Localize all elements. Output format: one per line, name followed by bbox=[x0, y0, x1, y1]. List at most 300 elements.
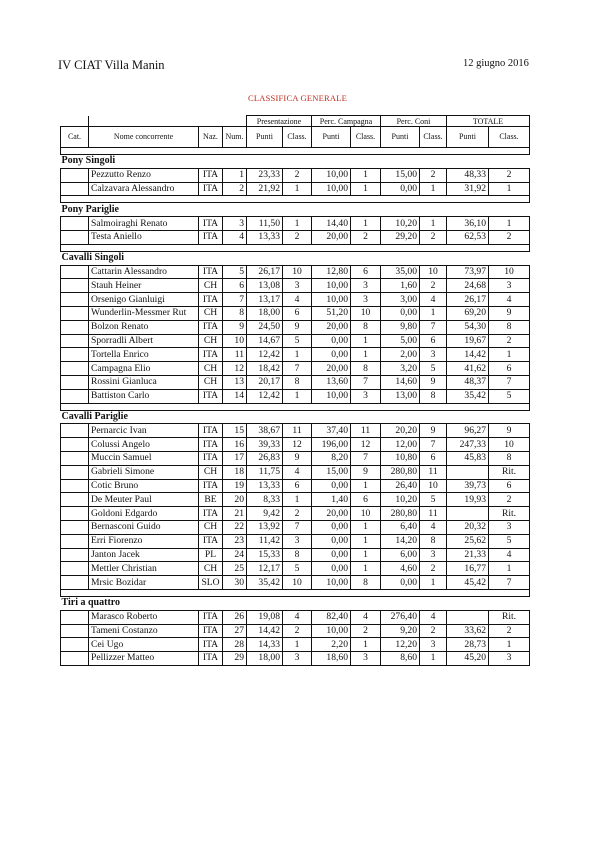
table-row bbox=[61, 451, 530, 465]
nationality: ITA bbox=[199, 217, 223, 231]
competitor-name: Mrsic Bozidar bbox=[89, 576, 199, 590]
header-naz: Naz. bbox=[199, 127, 223, 148]
totale-class: 10 bbox=[489, 265, 530, 279]
nationality: CH bbox=[199, 279, 223, 293]
campagna-class: 1 bbox=[351, 182, 381, 196]
presentazione-class: 5 bbox=[283, 562, 312, 576]
category-cell bbox=[61, 279, 89, 293]
competitor-number: 26 bbox=[223, 610, 247, 624]
presentazione-punti: 24,50 bbox=[247, 320, 283, 334]
header-class: Class. bbox=[283, 127, 312, 148]
totale-punti bbox=[447, 465, 489, 479]
table-row bbox=[61, 348, 530, 362]
coni-class: 3 bbox=[420, 548, 447, 562]
totale-punti: 21,33 bbox=[447, 548, 489, 562]
totale-punti: 54,30 bbox=[447, 320, 489, 334]
presentazione-class: 9 bbox=[283, 320, 312, 334]
nationality: ITA bbox=[199, 424, 223, 438]
coni-class: 1 bbox=[420, 217, 447, 231]
presentazione-class: 10 bbox=[283, 265, 312, 279]
campagna-class: 7 bbox=[351, 451, 381, 465]
nationality: ITA bbox=[199, 438, 223, 452]
presentazione-punti: 38,67 bbox=[247, 424, 283, 438]
campagna-class: 11 bbox=[351, 424, 381, 438]
presentazione-punti: 20,17 bbox=[247, 375, 283, 389]
category-cell bbox=[61, 548, 89, 562]
campagna-punti: 82,40 bbox=[312, 610, 351, 624]
totale-punti: 48,33 bbox=[447, 168, 489, 182]
category-cell bbox=[61, 562, 89, 576]
category-cell bbox=[61, 479, 89, 493]
totale-class: 3 bbox=[489, 652, 530, 666]
competitor-number: 29 bbox=[223, 652, 247, 666]
results-body bbox=[61, 148, 530, 666]
nationality: ITA bbox=[199, 624, 223, 638]
campagna-class: 8 bbox=[351, 320, 381, 334]
nationality: ITA bbox=[199, 610, 223, 624]
coni-punti: 0,00 bbox=[381, 306, 420, 320]
totale-class: 1 bbox=[489, 562, 530, 576]
competitor-number: 30 bbox=[223, 576, 247, 590]
presentazione-class: 4 bbox=[283, 293, 312, 307]
campagna-class: 4 bbox=[351, 610, 381, 624]
presentazione-class: 2 bbox=[283, 168, 312, 182]
presentazione-punti: 26,17 bbox=[247, 265, 283, 279]
competitor-name: Wunderlin-Messmer Rut bbox=[89, 306, 199, 320]
category-cell bbox=[61, 230, 89, 244]
competitor-number: 8 bbox=[223, 306, 247, 320]
header-column-row bbox=[61, 127, 530, 148]
nationality: ITA bbox=[199, 507, 223, 521]
campagna-class: 1 bbox=[351, 479, 381, 493]
totale-punti: 41,62 bbox=[447, 362, 489, 376]
presentazione-class: 1 bbox=[283, 493, 312, 507]
presentazione-class: 1 bbox=[283, 638, 312, 652]
presentazione-punti: 8,33 bbox=[247, 493, 283, 507]
campagna-punti: 0,00 bbox=[312, 534, 351, 548]
competitor-name: Bolzon Renato bbox=[89, 320, 199, 334]
campagna-class: 1 bbox=[351, 217, 381, 231]
totale-punti bbox=[447, 610, 489, 624]
presentazione-punti: 13,08 bbox=[247, 279, 283, 293]
category-cell bbox=[61, 389, 89, 403]
table-row bbox=[61, 279, 530, 293]
table-row bbox=[61, 638, 530, 652]
coni-class: 10 bbox=[420, 265, 447, 279]
totale-class: 4 bbox=[489, 548, 530, 562]
presentazione-class: 10 bbox=[283, 576, 312, 590]
totale-class: 2 bbox=[489, 624, 530, 638]
coni-class: 2 bbox=[420, 168, 447, 182]
category-cell bbox=[61, 576, 89, 590]
campagna-class: 6 bbox=[351, 493, 381, 507]
nationality: ITA bbox=[199, 293, 223, 307]
coni-punti: 2,00 bbox=[381, 348, 420, 362]
competitor-name: Erri Fiorenzo bbox=[89, 534, 199, 548]
coni-punti: 12,20 bbox=[381, 638, 420, 652]
coni-class: 7 bbox=[420, 320, 447, 334]
event-date: 12 giugno 2016 bbox=[463, 58, 529, 69]
competitor-number: 21 bbox=[223, 507, 247, 521]
competitor-number: 3 bbox=[223, 217, 247, 231]
table-row bbox=[61, 334, 530, 348]
totale-class: 1 bbox=[489, 182, 530, 196]
presentazione-class: 3 bbox=[283, 534, 312, 548]
presentazione-punti: 14,33 bbox=[247, 638, 283, 652]
competitor-number: 6 bbox=[223, 279, 247, 293]
campagna-class: 1 bbox=[351, 168, 381, 182]
nationality: CH bbox=[199, 465, 223, 479]
competitor-name: De Meuter Paul bbox=[89, 493, 199, 507]
nationality: ITA bbox=[199, 320, 223, 334]
table-row bbox=[61, 548, 530, 562]
competitor-number: 1 bbox=[223, 168, 247, 182]
campagna-class: 1 bbox=[351, 334, 381, 348]
presentazione-punti: 9,42 bbox=[247, 507, 283, 521]
category-name: Cavalli Pariglie bbox=[61, 410, 530, 424]
nationality: ITA bbox=[199, 479, 223, 493]
spacer-cell bbox=[61, 589, 530, 596]
category-spacer bbox=[61, 403, 530, 410]
table-row bbox=[61, 230, 530, 244]
category-cell bbox=[61, 265, 89, 279]
totale-class: 2 bbox=[489, 230, 530, 244]
campagna-punti: 14,40 bbox=[312, 217, 351, 231]
presentazione-punti: 39,33 bbox=[247, 438, 283, 452]
totale-class: Rit. bbox=[489, 610, 530, 624]
totale-punti: 35,42 bbox=[447, 389, 489, 403]
coni-punti: 14,60 bbox=[381, 375, 420, 389]
campagna-punti: 10,00 bbox=[312, 279, 351, 293]
competitor-name: Pellizzer Matteo bbox=[89, 652, 199, 666]
campagna-class: 6 bbox=[351, 265, 381, 279]
category-cell bbox=[61, 320, 89, 334]
header-blank bbox=[199, 116, 223, 127]
category-cell bbox=[61, 493, 89, 507]
competitor-name: Tortella Enrico bbox=[89, 348, 199, 362]
campagna-class: 3 bbox=[351, 293, 381, 307]
totale-class: 6 bbox=[489, 479, 530, 493]
presentazione-class: 4 bbox=[283, 610, 312, 624]
campagna-punti: 20,00 bbox=[312, 362, 351, 376]
presentazione-class: 2 bbox=[283, 507, 312, 521]
competitor-name: Pernarcic Ivan bbox=[89, 424, 199, 438]
coni-class: 2 bbox=[420, 624, 447, 638]
presentazione-class: 4 bbox=[283, 465, 312, 479]
campagna-class: 3 bbox=[351, 279, 381, 293]
competitor-name: Cattarin Alessandro bbox=[89, 265, 199, 279]
coni-punti: 10,80 bbox=[381, 451, 420, 465]
coni-class: 9 bbox=[420, 375, 447, 389]
category-header bbox=[61, 410, 530, 424]
competitor-number: 22 bbox=[223, 520, 247, 534]
nationality: CH bbox=[199, 375, 223, 389]
coni-class: 1 bbox=[420, 182, 447, 196]
totale-punti: 14,42 bbox=[447, 348, 489, 362]
coni-punti: 280,80 bbox=[381, 465, 420, 479]
presentazione-class: 7 bbox=[283, 520, 312, 534]
presentazione-punti: 13,33 bbox=[247, 230, 283, 244]
presentazione-class: 3 bbox=[283, 652, 312, 666]
campagna-class: 7 bbox=[351, 375, 381, 389]
presentazione-punti: 19,08 bbox=[247, 610, 283, 624]
header-cat: Cat. bbox=[61, 127, 89, 148]
competitor-number: 12 bbox=[223, 362, 247, 376]
totale-class: 8 bbox=[489, 451, 530, 465]
table-row bbox=[61, 534, 530, 548]
campagna-punti: 0,00 bbox=[312, 520, 351, 534]
header-totale: TOTALE bbox=[447, 116, 530, 127]
competitor-number: 19 bbox=[223, 479, 247, 493]
campagna-punti: 2,20 bbox=[312, 638, 351, 652]
competitor-number: 11 bbox=[223, 348, 247, 362]
coni-class: 1 bbox=[420, 306, 447, 320]
spacer-cell bbox=[61, 403, 530, 410]
presentazione-class: 11 bbox=[283, 424, 312, 438]
presentazione-punti: 15,33 bbox=[247, 548, 283, 562]
campagna-class: 3 bbox=[351, 389, 381, 403]
table-row bbox=[61, 217, 530, 231]
totale-punti: 19,93 bbox=[447, 493, 489, 507]
competitor-number: 15 bbox=[223, 424, 247, 438]
campagna-class: 1 bbox=[351, 562, 381, 576]
totale-class: 10 bbox=[489, 438, 530, 452]
coni-punti: 14,20 bbox=[381, 534, 420, 548]
coni-class: 4 bbox=[420, 520, 447, 534]
category-cell bbox=[61, 438, 89, 452]
coni-punti: 3,20 bbox=[381, 362, 420, 376]
competitor-number: 17 bbox=[223, 451, 247, 465]
campagna-punti: 0,00 bbox=[312, 348, 351, 362]
campagna-punti: 10,00 bbox=[312, 168, 351, 182]
competitor-name: Gabrieli Simone bbox=[89, 465, 199, 479]
coni-punti: 35,00 bbox=[381, 265, 420, 279]
totale-punti bbox=[447, 507, 489, 521]
category-header bbox=[61, 596, 530, 610]
competitor-number: 5 bbox=[223, 265, 247, 279]
coni-punti: 9,80 bbox=[381, 320, 420, 334]
presentazione-class: 5 bbox=[283, 334, 312, 348]
category-cell bbox=[61, 306, 89, 320]
nationality: CH bbox=[199, 334, 223, 348]
totale-punti: 39,73 bbox=[447, 479, 489, 493]
competitor-name: Campagna Elio bbox=[89, 362, 199, 376]
presentazione-class: 1 bbox=[283, 348, 312, 362]
nationality: CH bbox=[199, 520, 223, 534]
totale-punti: 33,62 bbox=[447, 624, 489, 638]
category-cell bbox=[61, 375, 89, 389]
coni-punti: 6,40 bbox=[381, 520, 420, 534]
campagna-class: 1 bbox=[351, 520, 381, 534]
coni-class: 8 bbox=[420, 389, 447, 403]
totale-punti: 96,27 bbox=[447, 424, 489, 438]
totale-punti: 31,92 bbox=[447, 182, 489, 196]
presentazione-punti: 13,92 bbox=[247, 520, 283, 534]
category-cell bbox=[61, 348, 89, 362]
table-row bbox=[61, 652, 530, 666]
presentazione-class: 3 bbox=[283, 279, 312, 293]
table-row bbox=[61, 320, 530, 334]
campagna-punti: 51,20 bbox=[312, 306, 351, 320]
coni-punti: 1,60 bbox=[381, 279, 420, 293]
competitor-number: 10 bbox=[223, 334, 247, 348]
competitor-name: Pezzutto Renzo bbox=[89, 168, 199, 182]
presentazione-punti: 13,33 bbox=[247, 479, 283, 493]
campagna-class: 3 bbox=[351, 652, 381, 666]
nationality: CH bbox=[199, 362, 223, 376]
table-row bbox=[61, 424, 530, 438]
table-row bbox=[61, 182, 530, 196]
competitor-name: Testa Aniello bbox=[89, 230, 199, 244]
competitor-name: Sporradli Albert bbox=[89, 334, 199, 348]
totale-punti: 45,42 bbox=[447, 576, 489, 590]
totale-class: 3 bbox=[489, 520, 530, 534]
competitor-number: 4 bbox=[223, 230, 247, 244]
competitor-number: 27 bbox=[223, 624, 247, 638]
campagna-punti: 12,80 bbox=[312, 265, 351, 279]
totale-class: 7 bbox=[489, 576, 530, 590]
table-row bbox=[61, 562, 530, 576]
competitor-name: Bernasconi Guido bbox=[89, 520, 199, 534]
presentazione-class: 6 bbox=[283, 306, 312, 320]
table-row bbox=[61, 520, 530, 534]
nationality: ITA bbox=[199, 182, 223, 196]
results-table bbox=[60, 115, 530, 666]
presentazione-class: 8 bbox=[283, 548, 312, 562]
category-cell bbox=[61, 507, 89, 521]
header-presentazione: Presentazione bbox=[247, 116, 312, 127]
totale-class: 2 bbox=[489, 493, 530, 507]
totale-class: 1 bbox=[489, 217, 530, 231]
category-spacer bbox=[61, 589, 530, 596]
presentazione-class: 2 bbox=[283, 230, 312, 244]
competitor-name: Janton Jacek bbox=[89, 548, 199, 562]
totale-punti: 16,77 bbox=[447, 562, 489, 576]
category-cell bbox=[61, 638, 89, 652]
campagna-punti: 20,00 bbox=[312, 320, 351, 334]
table-row bbox=[61, 624, 530, 638]
event-title: IV CIAT Villa Manin bbox=[58, 58, 165, 72]
header-punti: Punti bbox=[381, 127, 420, 148]
presentazione-punti: 21,92 bbox=[247, 182, 283, 196]
totale-class: 5 bbox=[489, 534, 530, 548]
totale-class: 7 bbox=[489, 375, 530, 389]
campagna-class: 2 bbox=[351, 624, 381, 638]
coni-class: 6 bbox=[420, 334, 447, 348]
totale-punti: 19,67 bbox=[447, 334, 489, 348]
presentazione-punti: 35,42 bbox=[247, 576, 283, 590]
competitor-number: 24 bbox=[223, 548, 247, 562]
campagna-punti: 20,00 bbox=[312, 507, 351, 521]
table-row bbox=[61, 576, 530, 590]
campagna-punti: 0,00 bbox=[312, 479, 351, 493]
presentazione-punti: 14,42 bbox=[247, 624, 283, 638]
coni-class: 4 bbox=[420, 293, 447, 307]
coni-punti: 9,20 bbox=[381, 624, 420, 638]
competitor-name: Rossini Gianluca bbox=[89, 375, 199, 389]
header-class: Class. bbox=[489, 127, 530, 148]
category-spacer bbox=[61, 148, 530, 155]
presentazione-class: 8 bbox=[283, 375, 312, 389]
totale-punti: 73,97 bbox=[447, 265, 489, 279]
campagna-class: 8 bbox=[351, 362, 381, 376]
competitor-number: 16 bbox=[223, 438, 247, 452]
presentazione-class: 1 bbox=[283, 217, 312, 231]
category-name: Pony Singoli bbox=[61, 155, 530, 169]
totale-punti: 26,17 bbox=[447, 293, 489, 307]
presentazione-punti: 11,50 bbox=[247, 217, 283, 231]
totale-class: 1 bbox=[489, 638, 530, 652]
coni-punti: 280,80 bbox=[381, 507, 420, 521]
category-spacer bbox=[61, 196, 530, 203]
coni-punti: 0,00 bbox=[381, 182, 420, 196]
totale-class: 9 bbox=[489, 306, 530, 320]
category-cell bbox=[61, 362, 89, 376]
category-cell bbox=[61, 293, 89, 307]
totale-punti: 48,37 bbox=[447, 375, 489, 389]
coni-class: 7 bbox=[420, 438, 447, 452]
nationality: ITA bbox=[199, 168, 223, 182]
coni-class: 1 bbox=[420, 652, 447, 666]
campagna-punti: 37,40 bbox=[312, 424, 351, 438]
coni-class: 3 bbox=[420, 348, 447, 362]
campagna-punti: 10,00 bbox=[312, 576, 351, 590]
totale-punti: 247,33 bbox=[447, 438, 489, 452]
competitor-name: Salmoiraghi Renato bbox=[89, 217, 199, 231]
coni-punti: 12,00 bbox=[381, 438, 420, 452]
campagna-punti: 8,20 bbox=[312, 451, 351, 465]
spacer-cell bbox=[61, 196, 530, 203]
competitor-number: 14 bbox=[223, 389, 247, 403]
totale-class: 2 bbox=[489, 168, 530, 182]
presentazione-punti: 18,00 bbox=[247, 306, 283, 320]
competitor-name: Orsenigo Gianluigi bbox=[89, 293, 199, 307]
presentazione-class: 9 bbox=[283, 451, 312, 465]
presentazione-punti: 13,17 bbox=[247, 293, 283, 307]
totale-punti: 25,62 bbox=[447, 534, 489, 548]
presentazione-punti: 23,33 bbox=[247, 168, 283, 182]
header-group-row bbox=[61, 116, 530, 127]
campagna-punti: 10,00 bbox=[312, 293, 351, 307]
nationality: ITA bbox=[199, 348, 223, 362]
campagna-class: 2 bbox=[351, 230, 381, 244]
campagna-class: 1 bbox=[351, 638, 381, 652]
totale-class: 9 bbox=[489, 424, 530, 438]
presentazione-punti: 12,17 bbox=[247, 562, 283, 576]
campagna-class: 8 bbox=[351, 576, 381, 590]
presentazione-class: 1 bbox=[283, 389, 312, 403]
category-cell bbox=[61, 217, 89, 231]
totale-punti: 45,20 bbox=[447, 652, 489, 666]
nationality: CH bbox=[199, 306, 223, 320]
category-name: Pony Pariglie bbox=[61, 203, 530, 217]
competitor-number: 25 bbox=[223, 562, 247, 576]
table-row bbox=[61, 389, 530, 403]
category-cell bbox=[61, 424, 89, 438]
header-campagna: Perc. Campagna bbox=[312, 116, 381, 127]
coni-class: 10 bbox=[420, 479, 447, 493]
coni-punti: 10,20 bbox=[381, 217, 420, 231]
campagna-punti: 10,00 bbox=[312, 182, 351, 196]
category-cell bbox=[61, 334, 89, 348]
totale-punti: 24,68 bbox=[447, 279, 489, 293]
coni-class: 3 bbox=[420, 638, 447, 652]
campagna-punti: 15,00 bbox=[312, 465, 351, 479]
coni-punti: 13,00 bbox=[381, 389, 420, 403]
category-cell bbox=[61, 520, 89, 534]
header-class: Class. bbox=[351, 127, 381, 148]
campagna-punti: 0,00 bbox=[312, 548, 351, 562]
